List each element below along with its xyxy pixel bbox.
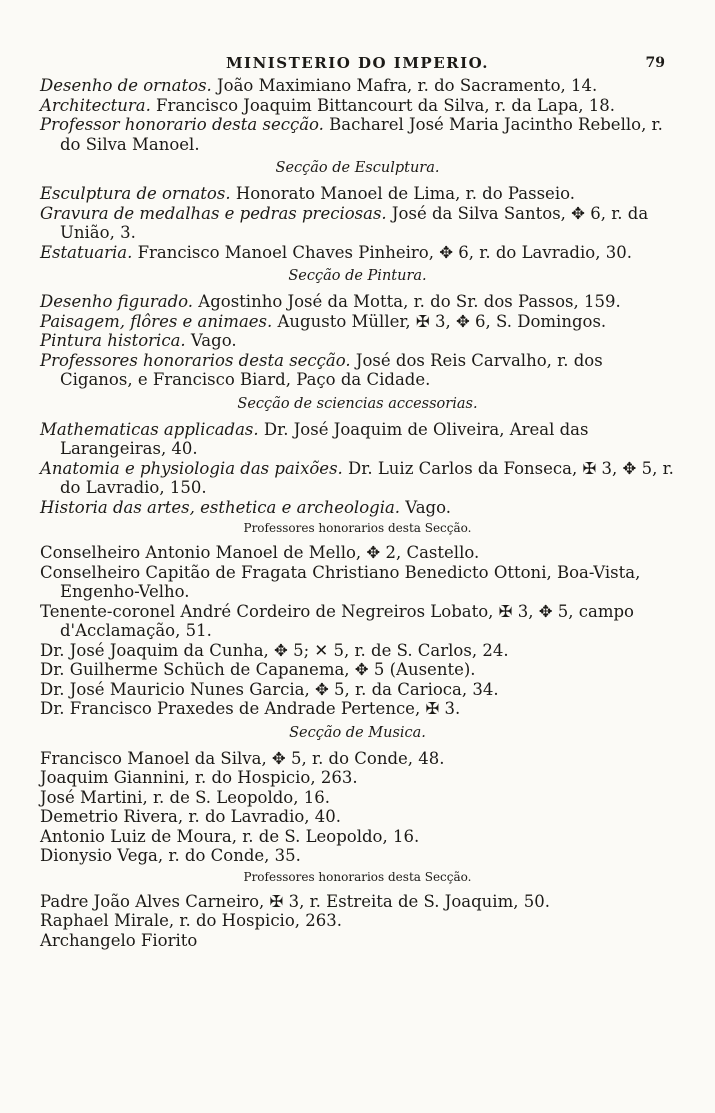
entry-line [40, 459, 675, 498]
page-title: MINISTERIO DO IMPERIO. [225, 54, 490, 72]
entry-line [40, 420, 675, 459]
entry-text: Francisco Manoel Chaves Pinheiro, ✥ 6, r. do Lavradio, 30. [132, 242, 632, 262]
entry-text: Dionysio Vega, r. do Conde, 35. [40, 846, 301, 865]
entry-line [40, 911, 675, 931]
entry-text: Dr. Guilherme Schüch de Capanema, ✥ 5 (Ausente). [40, 660, 476, 679]
entry-subject: Pintura historica. [40, 331, 186, 350]
entry-line [40, 931, 675, 951]
entry-line [40, 563, 675, 602]
entry-text: Dr. Francisco Praxedes de Andrade Pertence, ✠ 3. [40, 699, 461, 718]
entry-subject: Desenho de ornatos. [40, 76, 212, 95]
entry-text: Archangelo Fiorito [40, 930, 198, 950]
entry-line [40, 827, 675, 847]
subsection-heading: Professores honorarios desta Secção. [243, 869, 472, 884]
entry-text: Conselheiro Antonio Manoel de Mello, ✥ 2, Castello. [40, 543, 480, 562]
entry-text: Vago. [400, 497, 451, 517]
entry-text: Francisco Joaquim Bittancourt da Silva, r. da Lapa, 18. [150, 95, 615, 115]
entry-line [40, 351, 675, 390]
page-number: 79 [645, 55, 665, 71]
entry-line [40, 292, 675, 312]
entry-subject: Professores honorarios desta secção. [40, 350, 351, 370]
entry-text: Francisco Manoel da Silva, ✥ 5, r. do Conde, 48. [40, 748, 445, 768]
entry-line [40, 243, 675, 263]
entry-text: Antonio Luiz de Moura, r. de S. Leopoldo, 16. [40, 826, 420, 846]
entry-text: Dr. Luiz Carlos da Fonseca, ✠ 3, ✥ 5, r. do Lavradio, 150. [60, 458, 674, 497]
entry-subject: Architectura. [40, 95, 151, 115]
entry-line [40, 204, 675, 243]
entry-subject: Paisagem, flôres e animaes. [40, 311, 273, 331]
entry-text: Dr. José Joaquim da Cunha, ✥ 5; ✕ 5, r. de S. Carlos, 24. [40, 640, 509, 660]
entry-text: Augusto Müller, ✠ 3, ✥ 6, S. Domingos. [272, 311, 607, 331]
document-body [40, 76, 675, 950]
entry-line [40, 312, 675, 332]
page-header [40, 50, 675, 76]
entry-text: Honorato Manoel de Lima, r. do Passeio. [230, 184, 575, 203]
section-heading: Secção de Esculptura. [275, 160, 440, 176]
entry-line [40, 115, 675, 154]
section-heading: Secção de Musica. [289, 724, 426, 741]
entry-subject: Mathematicas applicadas. [40, 419, 259, 439]
entry-line [40, 602, 675, 641]
entry-text: Raphael Mirale, r. do Hospicio, 263. [40, 911, 342, 930]
entry-text: Dr. José Mauricio Nunes Garcia, ✥ 5, r. da Carioca, 34. [40, 679, 499, 699]
entry-line [40, 807, 675, 827]
entry-line [40, 660, 675, 680]
entry-line [40, 892, 675, 912]
entry-text: João Maximiano Mafra, r. do Sacramento, 14. [211, 76, 598, 95]
entry-subject: Estatuaria. [40, 242, 133, 262]
section-heading: Secção de sciencias accessorias. [237, 395, 478, 412]
entry-line [40, 184, 675, 204]
entry-line [40, 331, 675, 351]
entry-text: Tenente-coronel André Cordeiro de Negreiros Lobato, ✠ 3, ✥ 5, campo d'Acclamação, 51. [40, 601, 634, 640]
entry-text: Dr. José Joaquim de Oliveira, Areal das Larangeiras, 40. [60, 419, 589, 458]
entry-line [40, 846, 675, 866]
entry-text: Agostinho José da Motta, r. do Sr. dos Passos, 159. [193, 292, 621, 311]
entry-line [40, 749, 675, 769]
entry-subject: Desenho figurado. [40, 292, 194, 311]
entry-text: José da Silva Santos, ✥ 6, r. da União, 3. [60, 203, 649, 242]
entry-subject: Anatomia e physiologia das paixões. [40, 458, 343, 478]
entry-text: José Martini, r. de S. Leopoldo, 16. [40, 787, 330, 807]
entry-line [40, 641, 675, 661]
entry-subject: Historia das artes, esthetica e archeologia. [40, 497, 401, 517]
entry-text: José dos Reis Carvalho, r. dos Ciganos, e Francisco Biard, Paço da Cidade. [60, 350, 603, 389]
section-heading: Secção de Pintura. [288, 268, 427, 284]
subsection-heading: Professores honorarios desta Secção. [243, 521, 472, 535]
entry-line [40, 96, 675, 116]
entry-line [40, 788, 675, 808]
entry-line [40, 543, 675, 563]
entry-line [40, 768, 675, 788]
entry-subject: Esculptura de ornatos. [40, 184, 231, 203]
entry-text: Padre João Alves Carneiro, ✠ 3, r. Estreita de S. Joaquim, 50. [40, 891, 550, 911]
entry-subject: Gravura de medalhas e pedras preciosas. [40, 203, 387, 223]
entry-text: Demetrio Rivera, r. do Lavradio, 40. [40, 807, 342, 826]
entry-text: Joaquim Giannini, r. do Hospicio, 263. [40, 768, 358, 787]
entry-line [40, 699, 675, 719]
entry-text: Conselheiro Capitão de Fragata Christiano Benedicto Ottoni, Boa-Vista, Engenho-Velho. [40, 562, 641, 601]
entry-line [40, 680, 675, 700]
entry-text: Bacharel José Maria Jacintho Rebello, r. do Silva Manoel. [60, 115, 663, 154]
entry-subject: Professor honorario desta secção. [40, 115, 324, 134]
entry-line [40, 76, 675, 96]
entry-line [40, 498, 675, 518]
entry-text: Vago. [185, 331, 237, 350]
